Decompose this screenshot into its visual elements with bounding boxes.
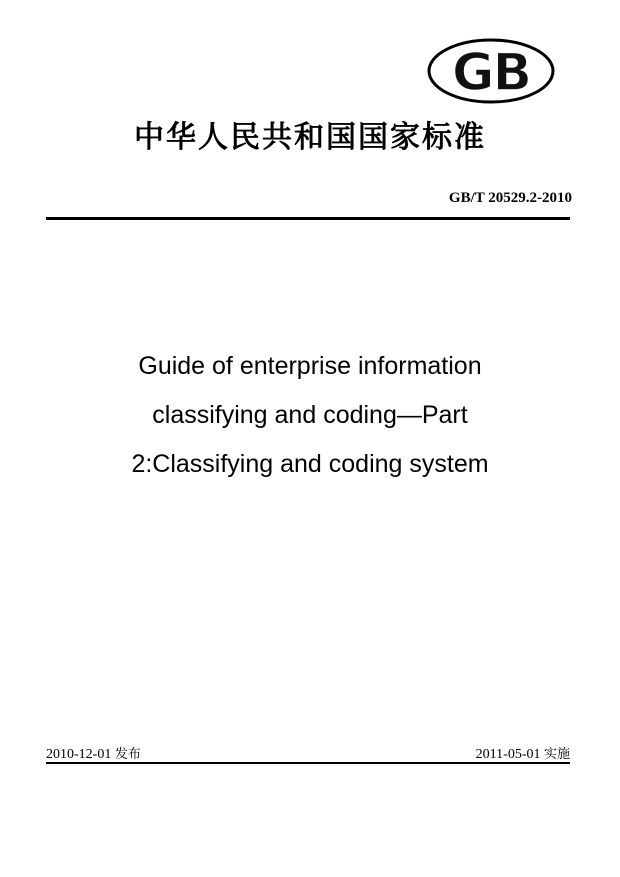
gb-logo — [427, 38, 555, 104]
top-rule — [46, 217, 570, 220]
issue-label: 发布 — [114, 747, 141, 762]
title-line-3: 2:Classifying and coding system — [131, 450, 489, 478]
issue-date: 2010-12-01 — [46, 747, 112, 762]
implement-date: 2011-05-01 — [475, 747, 541, 762]
issue-date-block — [46, 743, 141, 763]
org-title: 中华人民共和国国家标准 — [134, 120, 486, 155]
gb-logo-icon — [427, 38, 555, 104]
document-title — [60, 342, 560, 489]
title-line-2: classifying and coding—Part — [152, 401, 468, 429]
bottom-rule — [46, 762, 570, 764]
svg-text:GB: GB — [451, 43, 531, 103]
implement-label: 实施 — [543, 747, 570, 762]
implement-date-block — [476, 743, 570, 763]
title-line-1: Guide of enterprise information — [138, 352, 482, 380]
standard-number: GB/T 20529.2-2010 — [448, 190, 572, 206]
